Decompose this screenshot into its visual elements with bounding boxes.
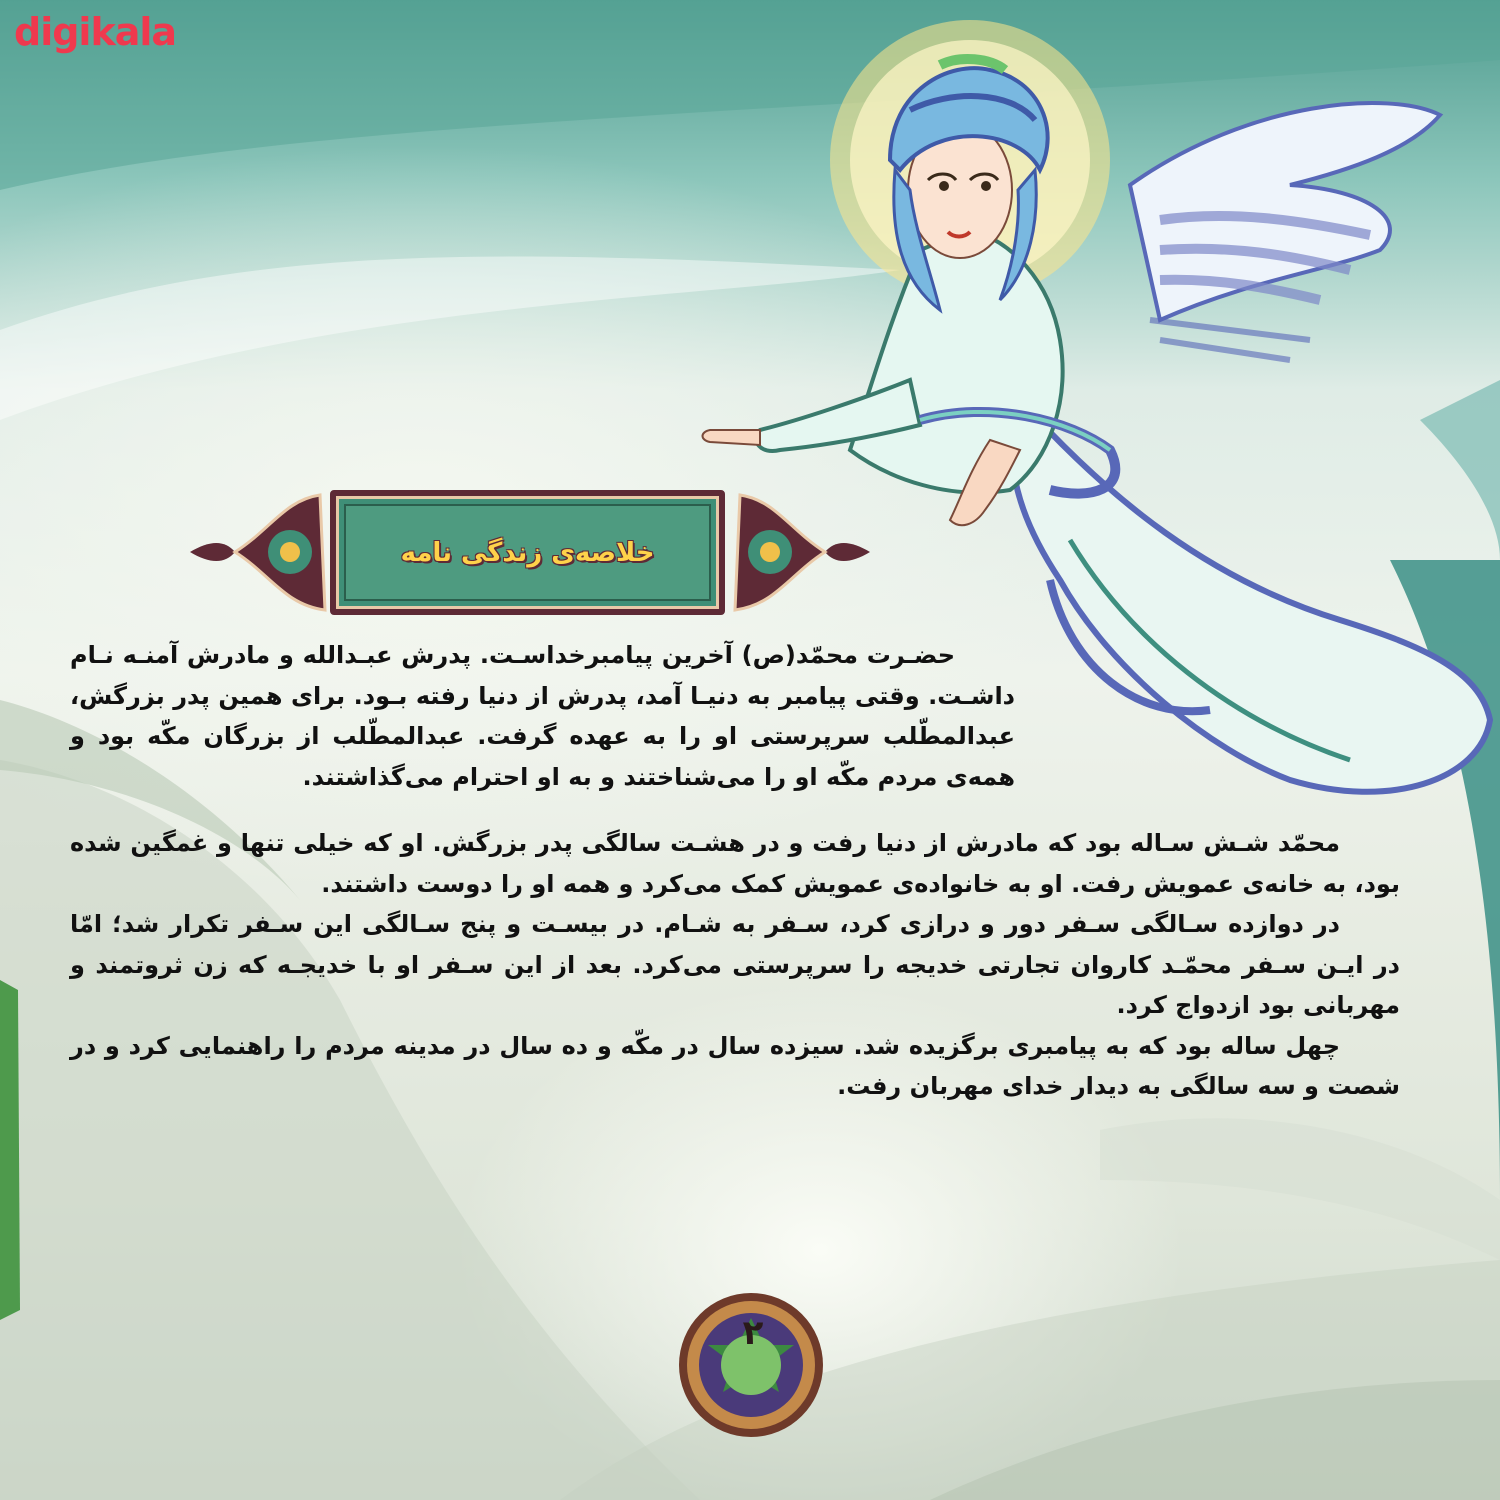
page-title: خلاصه‌ی زندگی نامه bbox=[400, 537, 655, 568]
digikala-logo: digikala bbox=[14, 10, 177, 54]
paragraph: حضـرت محمّد(ص) آخرین پیامبرخداسـت. پدرش عبـدالله و مادرش آمنـه نـام داشـت. وقتی پیامبر به دنیـا آمد، پدرش از دنیا رفته بـود. برای همین پدر بزرگش، عبدالمطّلب سرپرستی او را به عهده گرفت. عبدالمطّلب از بزرگان مکّه بود و همه‌ی مردم مکّه او را می‌شناختند و به او احترام می‌گذاشتند. bbox=[70, 641, 1015, 791]
page-number: ۲ bbox=[742, 1313, 764, 1353]
paragraph: در دوازده سـالگی سـفر دور و درازی کرد، سـفر به شـام. در بیسـت و پنج سـالگی این سـفر تکرار شد؛ امّا در ایـن سـفر محمّـد کاروان تجارتی خدیجه را سرپرستی می‌کرد. بعد از این سـفر او با خدیجـه که زن ثروتمند و مهربانی بود ازدواج کرد. bbox=[70, 910, 1400, 1019]
paragraph: چهل ساله بود که به پیامبری برگزیده شد. سیزده سال در مکّه و ده سال در مدینه مردم را راهنمایی کرد و در شصت و سه سالگی به دیدار خدای مهربان رفت. bbox=[70, 1031, 1400, 1100]
ornament-right bbox=[735, 495, 870, 610]
body-text-bottom bbox=[70, 823, 1400, 1107]
ornament-left bbox=[190, 495, 325, 610]
title-box bbox=[330, 490, 725, 615]
paragraph: محمّد شـش سـاله بود که مادرش از دنیا رفت و در هشـت سالگی پدر بزرگش. او که خیلی تنها و غمگین شده بود، به خانه‌ی عمویش رفت. او به خانواده‌ی عمویش کمک می‌کرد و همه او را دوست داشتند. bbox=[70, 829, 1400, 898]
body-text-top bbox=[70, 635, 1015, 797]
